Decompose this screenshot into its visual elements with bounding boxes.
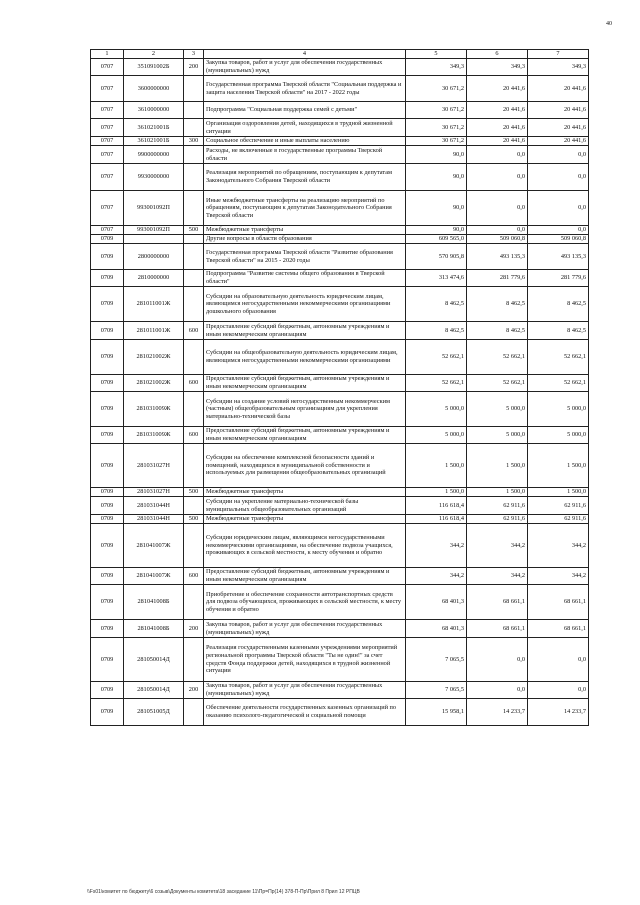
cell-c4: Предоставление субсидий бюджетным, автономным учреждениям и иным некоммерческим организациям (204, 427, 406, 444)
cell-c6: 0,0 (467, 164, 528, 191)
cell-c2: 3600000000 (124, 76, 184, 102)
table-row (91, 392, 589, 427)
cell-c5: 8 462,5 (406, 322, 467, 340)
table-row (91, 270, 589, 287)
cell-c7: 14 233,7 (528, 699, 589, 726)
cell-c5: 1 500,0 (406, 444, 467, 488)
cell-c2: 281031044Н (124, 515, 184, 524)
cell-c4: Подпрограмма "Социальная поддержка семей с детьми" (204, 102, 406, 119)
header-cell: 7 (528, 50, 589, 59)
cell-c2: 281041008Б (124, 585, 184, 620)
cell-c4: Другие вопросы в области образования (204, 235, 406, 244)
cell-c7: 0,0 (528, 164, 589, 191)
cell-c2: 281021002Ж (124, 340, 184, 375)
cell-c1: 0709 (91, 515, 124, 524)
cell-c6: 0,0 (467, 191, 528, 226)
cell-c6: 344,2 (467, 524, 528, 568)
cell-c6: 0,0 (467, 146, 528, 164)
cell-c6: 0,0 (467, 638, 528, 682)
cell-c7: 1 500,0 (528, 444, 589, 488)
cell-c5: 5 000,0 (406, 427, 467, 444)
table-row (91, 59, 589, 76)
cell-c7: 52 662,1 (528, 340, 589, 375)
cell-c6: 8 462,5 (467, 287, 528, 322)
cell-c1: 0709 (91, 427, 124, 444)
cell-c3 (184, 191, 204, 226)
cell-c5: 116 618,4 (406, 515, 467, 524)
cell-c6: 20 441,6 (467, 102, 528, 119)
cell-c4: Обеспечение деятельности государственных казенных организаций по оказанию психолого-педагогической и социальной помощи (204, 699, 406, 726)
cell-c7: 344,2 (528, 568, 589, 585)
cell-c5: 30 671,2 (406, 76, 467, 102)
cell-c5: 90,0 (406, 146, 467, 164)
cell-c1: 0709 (91, 287, 124, 322)
cell-c5: 570 905,8 (406, 244, 467, 270)
cell-c3: 600 (184, 568, 204, 585)
cell-c7: 0,0 (528, 191, 589, 226)
cell-c5: 7 065,5 (406, 682, 467, 699)
cell-c4: Предоставление субсидий бюджетным, автономным учреждениям и иным некоммерческим организациям (204, 568, 406, 585)
cell-c3: 200 (184, 620, 204, 638)
table-row (91, 322, 589, 340)
table-header-row (91, 50, 589, 59)
cell-c2: 3610000000 (124, 102, 184, 119)
cell-c6: 68 661,1 (467, 585, 528, 620)
cell-c3 (184, 699, 204, 726)
cell-c7: 52 662,1 (528, 375, 589, 392)
budget-table (90, 49, 589, 726)
cell-c3 (184, 287, 204, 322)
cell-c5: 30 671,2 (406, 137, 467, 146)
cell-c6: 52 662,1 (467, 375, 528, 392)
cell-c4: Подпрограмма "Развитие системы общего образования в Тверской области" (204, 270, 406, 287)
cell-c4: Субсидии на укрепление материально-технической базы муниципальных общеобразовательных организаций (204, 497, 406, 515)
cell-c3 (184, 270, 204, 287)
cell-c3: 600 (184, 427, 204, 444)
cell-c3 (184, 244, 204, 270)
cell-c7: 5 000,0 (528, 427, 589, 444)
cell-c1: 0707 (91, 119, 124, 137)
cell-c2: 281031009Ж (124, 392, 184, 427)
cell-c6: 1 500,0 (467, 444, 528, 488)
table-row (91, 287, 589, 322)
cell-c6: 344,2 (467, 568, 528, 585)
cell-c5: 349,3 (406, 59, 467, 76)
cell-c1: 0709 (91, 585, 124, 620)
cell-c1: 0709 (91, 235, 124, 244)
cell-c6: 5 000,0 (467, 392, 528, 427)
cell-c3: 200 (184, 682, 204, 699)
cell-c1: 0709 (91, 638, 124, 682)
table-row (91, 191, 589, 226)
cell-c7: 0,0 (528, 146, 589, 164)
table-row (91, 515, 589, 524)
cell-c7: 0,0 (528, 638, 589, 682)
cell-c5: 30 671,2 (406, 119, 467, 137)
cell-c3: 600 (184, 322, 204, 340)
cell-c2: 9930000000 (124, 164, 184, 191)
table-row (91, 585, 589, 620)
cell-c2: 9900000000 (124, 146, 184, 164)
table-row (91, 340, 589, 375)
page-number: 40 (606, 21, 612, 27)
cell-c1: 0709 (91, 620, 124, 638)
table-row (91, 164, 589, 191)
cell-c7: 1 500,0 (528, 488, 589, 497)
cell-c7: 5 000,0 (528, 392, 589, 427)
cell-c7: 0,0 (528, 226, 589, 235)
cell-c3 (184, 235, 204, 244)
cell-c6: 509 060,8 (467, 235, 528, 244)
table-row (91, 137, 589, 146)
table-row (91, 146, 589, 164)
cell-c7: 344,2 (528, 524, 589, 568)
table-row (91, 682, 589, 699)
cell-c2: 993001092П (124, 191, 184, 226)
cell-c1: 0709 (91, 244, 124, 270)
cell-c1: 0709 (91, 375, 124, 392)
file-path-footer: \\Fs01\комитет по бюджету\6 созыв\Документы комитета\18 заседание 11\Пр=Пр(14) 378-П-Пр\Прил 8 Прил 12 РПЦВ (87, 889, 360, 895)
cell-c5: 68 401,3 (406, 620, 467, 638)
cell-c2: 2800000000 (124, 244, 184, 270)
cell-c5: 313 474,6 (406, 270, 467, 287)
cell-c6: 0,0 (467, 226, 528, 235)
cell-c2: 281011001Ж (124, 322, 184, 340)
cell-c7: 349,3 (528, 59, 589, 76)
cell-c2: 281041007Ж (124, 524, 184, 568)
cell-c4: Субсидии на образовательную деятельность юридическим лицам, являющимся негосударственными некоммерческими организациями дошкольного образования (204, 287, 406, 322)
cell-c2: 361021001Б (124, 137, 184, 146)
cell-c5: 52 662,1 (406, 340, 467, 375)
cell-c3 (184, 119, 204, 137)
cell-c7: 0,0 (528, 682, 589, 699)
cell-c3 (184, 164, 204, 191)
table-row (91, 524, 589, 568)
cell-c6: 68 661,1 (467, 620, 528, 638)
cell-c7: 281 779,6 (528, 270, 589, 287)
cell-c6: 62 911,6 (467, 515, 528, 524)
cell-c5: 7 065,5 (406, 638, 467, 682)
cell-c3 (184, 497, 204, 515)
cell-c6: 52 662,1 (467, 340, 528, 375)
cell-c7: 62 911,6 (528, 515, 589, 524)
cell-c5: 52 662,1 (406, 375, 467, 392)
cell-c5: 5 000,0 (406, 392, 467, 427)
cell-c4: Субсидии на общеобразовательную деятельность юридическим лицам, являющимся негосударственными некоммерческими организациями (204, 340, 406, 375)
cell-c5: 15 958,1 (406, 699, 467, 726)
cell-c2: 351091002Б (124, 59, 184, 76)
cell-c2 (124, 235, 184, 244)
cell-c6: 1 500,0 (467, 488, 528, 497)
cell-c7: 8 462,5 (528, 287, 589, 322)
cell-c1: 0709 (91, 270, 124, 287)
cell-c5: 116 618,4 (406, 497, 467, 515)
cell-c3 (184, 444, 204, 488)
cell-c6: 62 911,6 (467, 497, 528, 515)
cell-c4: Реализация мероприятий по обращениям, поступающим к депутатам Законодательного Собрания Тверской области (204, 164, 406, 191)
cell-c4: Межбюджетные трансферты (204, 226, 406, 235)
table-row (91, 497, 589, 515)
cell-c4: Иные межбюджетные трансферты на реализацию мероприятий по обращениям, поступающим к депутатам Законодательного Собрания Тверской области (204, 191, 406, 226)
cell-c3: 600 (184, 375, 204, 392)
table-row (91, 620, 589, 638)
table-row (91, 119, 589, 137)
cell-c4: Закупка товаров, работ и услуг для обеспечения государственных (муниципальных) нужд (204, 682, 406, 699)
cell-c7: 20 441,6 (528, 137, 589, 146)
cell-c3 (184, 76, 204, 102)
cell-c2: 281050014Д (124, 682, 184, 699)
cell-c4: Государственная программа Тверской области "Социальная поддержка и защита населения Тверской области" на 2017 - 2022 годы (204, 76, 406, 102)
cell-c6: 20 441,6 (467, 119, 528, 137)
cell-c5: 30 671,2 (406, 102, 467, 119)
table-row (91, 102, 589, 119)
cell-c1: 0709 (91, 322, 124, 340)
cell-c6: 20 441,6 (467, 137, 528, 146)
cell-c4: Государственная программа Тверской области "Развитие образования Тверской области" на 2015 - 2020 годы (204, 244, 406, 270)
table-row (91, 444, 589, 488)
cell-c3: 500 (184, 488, 204, 497)
table-row (91, 76, 589, 102)
cell-c3 (184, 146, 204, 164)
cell-c3: 300 (184, 137, 204, 146)
cell-c3 (184, 340, 204, 375)
cell-c1: 0707 (91, 137, 124, 146)
cell-c1: 0707 (91, 226, 124, 235)
cell-c1: 0707 (91, 164, 124, 191)
table-row (91, 226, 589, 235)
cell-c5: 8 462,5 (406, 287, 467, 322)
cell-c4: Межбюджетные трансферты (204, 488, 406, 497)
cell-c6: 20 441,6 (467, 76, 528, 102)
cell-c1: 0709 (91, 568, 124, 585)
cell-c5: 90,0 (406, 226, 467, 235)
cell-c5: 90,0 (406, 191, 467, 226)
cell-c4: Субсидии на создание условий негосударственным некоммерческим (частным) общеобразовательным организациям для укрепления материально-технической базы (204, 392, 406, 427)
cell-c7: 68 661,1 (528, 620, 589, 638)
table-row (91, 568, 589, 585)
cell-c4: Организация оздоровления детей, находящихся в трудной жизненной ситуации (204, 119, 406, 137)
cell-c2: 281041008Б (124, 620, 184, 638)
cell-c5: 68 401,3 (406, 585, 467, 620)
header-cell: 2 (124, 50, 184, 59)
cell-c1: 0709 (91, 524, 124, 568)
cell-c2: 281021002Ж (124, 375, 184, 392)
cell-c3 (184, 638, 204, 682)
cell-c3: 500 (184, 515, 204, 524)
cell-c4: Межбюджетные трансферты (204, 515, 406, 524)
cell-c3 (184, 392, 204, 427)
table-row (91, 638, 589, 682)
cell-c7: 493 135,3 (528, 244, 589, 270)
cell-c1: 0709 (91, 682, 124, 699)
cell-c2: 361021001Б (124, 119, 184, 137)
cell-c7: 20 441,6 (528, 102, 589, 119)
cell-c2: 993001092П (124, 226, 184, 235)
cell-c2: 2810000000 (124, 270, 184, 287)
cell-c1: 0709 (91, 488, 124, 497)
cell-c7: 68 661,1 (528, 585, 589, 620)
cell-c2: 281051005Д (124, 699, 184, 726)
table-row (91, 488, 589, 497)
cell-c5: 344,2 (406, 524, 467, 568)
cell-c1: 0709 (91, 340, 124, 375)
cell-c6: 8 462,5 (467, 322, 528, 340)
cell-c4: Закупка товаров, работ и услуг для обеспечения государственных (муниципальных) нужд (204, 620, 406, 638)
cell-c6: 281 779,6 (467, 270, 528, 287)
cell-c4: Социальное обеспечение и иные выплаты населению (204, 137, 406, 146)
cell-c1: 0707 (91, 146, 124, 164)
table-row (91, 375, 589, 392)
header-cell: 1 (91, 50, 124, 59)
cell-c5: 90,0 (406, 164, 467, 191)
header-cell: 5 (406, 50, 467, 59)
cell-c3 (184, 585, 204, 620)
cell-c2: 281041007Ж (124, 568, 184, 585)
cell-c7: 20 441,6 (528, 119, 589, 137)
cell-c3 (184, 524, 204, 568)
cell-c1: 0707 (91, 59, 124, 76)
table-row (91, 244, 589, 270)
table-row (91, 427, 589, 444)
cell-c5: 1 500,0 (406, 488, 467, 497)
cell-c5: 609 565,0 (406, 235, 467, 244)
cell-c1: 0707 (91, 76, 124, 102)
cell-c3 (184, 102, 204, 119)
cell-c4: Субсидии юридическим лицам, являющимся негосударственными некоммерческими организациями, на обеспечение подвоза учащихся, проживающих в сельской местности, к месту обучения и обратно (204, 524, 406, 568)
cell-c3: 500 (184, 226, 204, 235)
header-cell: 4 (204, 50, 406, 59)
cell-c4: Предоставление субсидий бюджетным, автономным учреждениям и иным некоммерческим организациям (204, 375, 406, 392)
cell-c2: 281031009Ж (124, 427, 184, 444)
header-cell: 6 (467, 50, 528, 59)
cell-c7: 62 911,6 (528, 497, 589, 515)
cell-c4: Предоставление субсидий бюджетным, автономным учреждениям и иным некоммерческим организациям (204, 322, 406, 340)
cell-c1: 0709 (91, 497, 124, 515)
table-row (91, 235, 589, 244)
cell-c4: Расходы, не включенные в государственные программы Тверской области (204, 146, 406, 164)
cell-c1: 0709 (91, 392, 124, 427)
cell-c4: Приобретение и обеспечение сохранности автотранспортных средств для подвоза обучающихся, проживающих в сельской местности, к месту обучения и обратно (204, 585, 406, 620)
cell-c6: 5 000,0 (467, 427, 528, 444)
cell-c6: 14 233,7 (467, 699, 528, 726)
cell-c6: 493 135,3 (467, 244, 528, 270)
table-row (91, 699, 589, 726)
cell-c5: 344,2 (406, 568, 467, 585)
cell-c1: 0707 (91, 102, 124, 119)
cell-c6: 349,3 (467, 59, 528, 76)
cell-c1: 0709 (91, 699, 124, 726)
cell-c7: 8 462,5 (528, 322, 589, 340)
cell-c2: 281050014Д (124, 638, 184, 682)
header-cell: 3 (184, 50, 204, 59)
cell-c1: 0709 (91, 444, 124, 488)
cell-c2: 281031027Н (124, 444, 184, 488)
cell-c2: 281011001Ж (124, 287, 184, 322)
cell-c2: 281031044Н (124, 497, 184, 515)
cell-c1: 0707 (91, 191, 124, 226)
cell-c7: 509 060,8 (528, 235, 589, 244)
cell-c6: 0,0 (467, 682, 528, 699)
cell-c4: Субсидии на обеспечение комплексной безопасности зданий и помещений, находящихся в муниципальной собственности и используемых для размещения общеобразовательных организаций (204, 444, 406, 488)
cell-c2: 281031027Н (124, 488, 184, 497)
cell-c4: Закупка товаров, работ и услуг для обеспечения государственных (муниципальных) нужд (204, 59, 406, 76)
cell-c4: Реализация государственными казенными учреждениями мероприятий региональной программы Тверской области "Ты не один!" за счет средств Фонда поддержки детей, находящихся в трудной жизненной ситуации (204, 638, 406, 682)
cell-c3: 200 (184, 59, 204, 76)
cell-c7: 20 441,6 (528, 76, 589, 102)
